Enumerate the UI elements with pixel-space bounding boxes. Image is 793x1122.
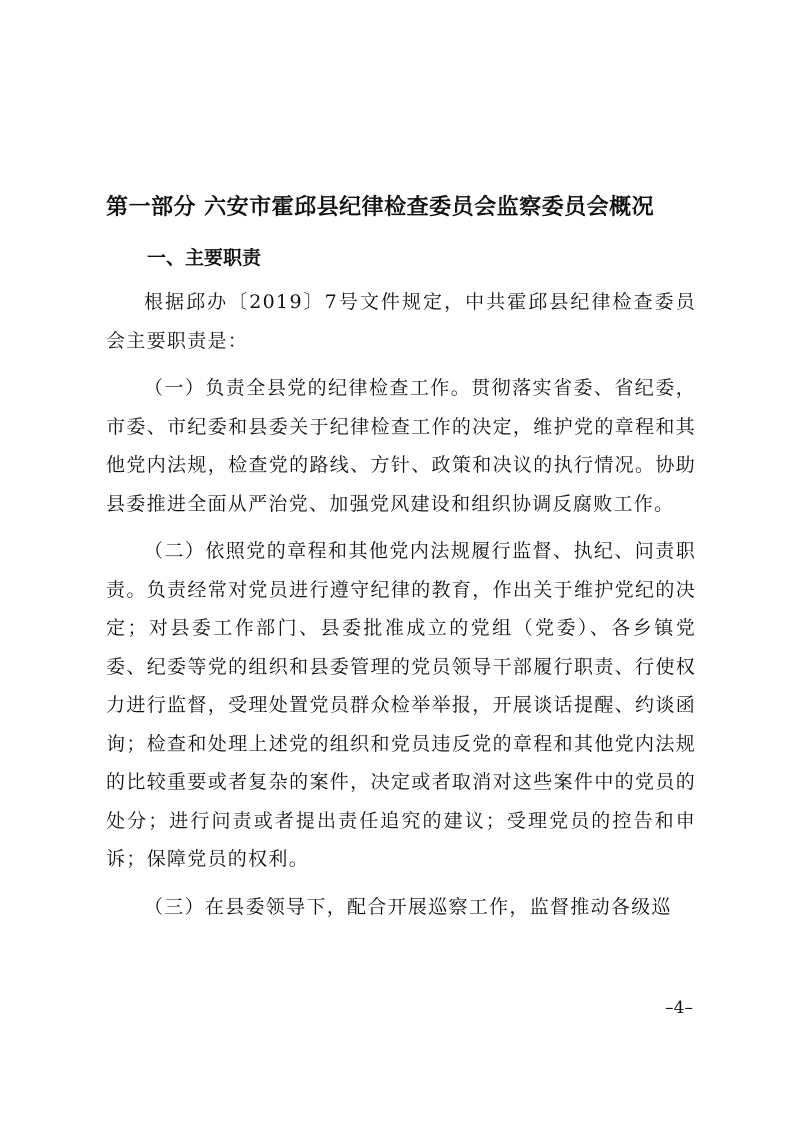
- document-body: [106, 283, 696, 926]
- section-heading: 一、主要职责: [147, 247, 262, 269]
- paragraph-intro: 根据邱办〔2019〕7号文件规定，中共霍邱县纪律检查委员会主要职责是：: [106, 291, 696, 352]
- paragraph-duty-3: （三）在县委领导下，配合开展巡察工作，监督推动各级巡: [144, 895, 672, 918]
- paragraph-duty-1: （一）负责全县党的纪律检查工作。贯彻落实省委、省纪委，市委、市纪委和县委关于纪律检查工作的决定，维护党的章程和其他党内法规，检查党的路线、方针、政策和决议的执行情况。协助县委推进全面从严治党、加强党风建设和组织协调反腐败工作。: [106, 377, 696, 515]
- document-title: 第一部分 六安市霍邱县纪律检查委员会监察委员会概况: [106, 195, 655, 220]
- paragraph-duty-2: （二）依照党的章程和其他党内法规履行监督、执纪、问责职责。负责经常对党员进行遵守纪律的教育，作出关于维护党纪的决定；对县委工作部门、县委批准成立的党组（党委）、各乡镇党委、纪委等党的组织和县委管理的党员领导干部履行职责、行使权力进行监督，受理处置党员群众检举举报，开展谈话提醒、约谈函询；检查和处理上述党的组织和党员违反党的章程和其他党内法规的比较重要或者复杂的案件，决定或者取消对这些案件中的党员的处分；进行问责或者提出责任追究的建议；受理党员的控告和申诉；保障党员的权利。: [106, 540, 696, 870]
- page-number: –4–: [665, 998, 693, 1018]
